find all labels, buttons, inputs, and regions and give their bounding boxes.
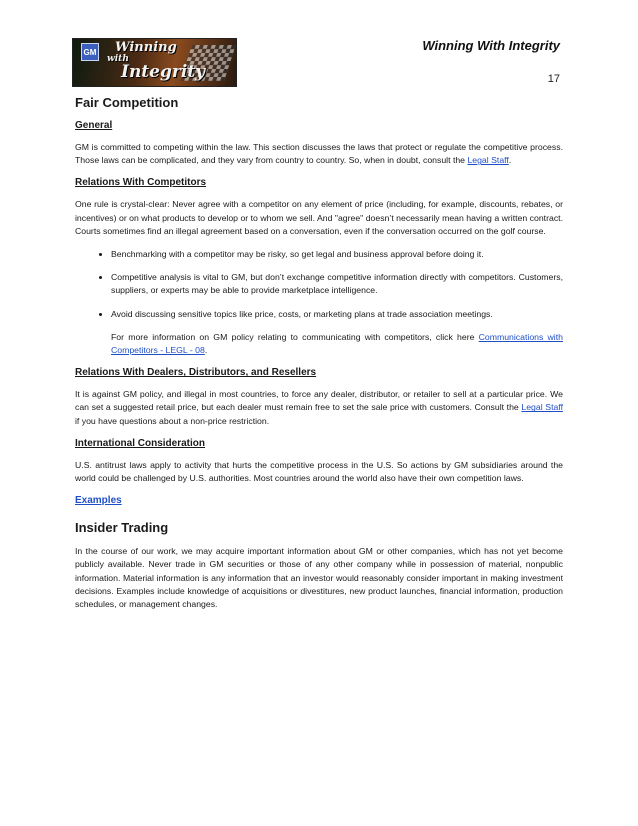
subheading-general: General bbox=[75, 120, 113, 131]
legal-staff-link[interactable]: Legal Staff bbox=[521, 402, 563, 413]
general-paragraph bbox=[75, 141, 563, 167]
page-content bbox=[75, 95, 563, 621]
subheading-relations-with-dealers: Relations With Dealers, Distributors, and Resellers bbox=[75, 367, 317, 379]
subheading-relations-with-competitors: Relations With Competitors bbox=[75, 177, 207, 189]
more-info-text: For more information on GM policy relating to communicating with competitors, click here bbox=[111, 331, 479, 342]
gm-logo-icon: GM bbox=[81, 43, 99, 61]
page-number: 17 bbox=[547, 73, 560, 85]
legal-staff-link[interactable]: Legal Staff bbox=[467, 155, 509, 166]
list-item: • Avoid discussing sensitive topics like price, costs, or marketing plans at trade association meetings. bbox=[111, 308, 563, 321]
header-title: Winning With Integrity bbox=[422, 38, 560, 53]
section-heading-fair-competition: Fair Competition bbox=[75, 95, 179, 110]
winning-with-integrity-logo bbox=[72, 38, 237, 87]
competitors-paragraph: One rule is crystal-clear: Never agree with a competitor on any element of price (including, for example, discounts, rebates, or incentives) or on what products to develop or to whom we sell. And "agree" doesn’t necessarily mean having a written contract. Courts sometimes find an illegal agreement based on a conversation, even if the conversation occurred on the golf course. bbox=[75, 199, 563, 236]
dealers-text-end: if you have questions about a non-price restriction. bbox=[75, 415, 270, 426]
communications-with-competitors-link[interactable]: Communications with Competitors - LEGL - 08 bbox=[111, 331, 563, 356]
logo-word-winning: Winning bbox=[115, 40, 177, 55]
logo-word-with: with bbox=[107, 54, 129, 64]
list-item: • Benchmarking with a competitor may be risky, so get legal and business approval before doing it. bbox=[111, 248, 563, 261]
international-paragraph: U.S. antitrust laws apply to activity that hurts the competitive process in the U.S. So actions by GM subsidiaries around the world could be challenged by U.S. authorities. Most countries around the world also have their own competition laws. bbox=[75, 459, 563, 484]
section-heading-insider-trading: Insider Trading bbox=[75, 520, 169, 536]
logo-word-integrity: Integrity bbox=[121, 62, 206, 82]
examples-link[interactable]: Examples bbox=[75, 495, 122, 507]
list-item: • Competitive analysis is vital to GM, but don’t exchange competitive information directly with competitors. Customers, suppliers, or experts may be able to provide marketplace intelligence. bbox=[111, 271, 563, 297]
subheading-international-consideration: International Consideration bbox=[75, 437, 206, 449]
insider-trading-paragraph: In the course of our work, we may acquire important information about GM or other companies, which has not yet become publicly available. Never trade in GM securities or those of any other company while in possession of material, nonpublic information. Material information is any information that an investor would reasonably consider important in making investment decisions. Examples include knowledge of acquisitions or divestitures, new product launches, financial information, production schedules, or management changes. bbox=[75, 546, 563, 610]
competitors-bullet-list bbox=[75, 248, 563, 321]
general-text: GM is committed to competing within the law. This section discusses the laws that protect or regulate the competitive process. Those laws can be complicated, and they vary from country to country. So, when in doubt, consult the bbox=[75, 142, 563, 166]
more-info-text-end: . bbox=[204, 345, 208, 356]
general-text-end: . bbox=[508, 155, 512, 166]
dealers-text: It is against GM policy, and illegal in most countries, to force any dealer, distributor, or retailer to sell at a particular price. We can set a suggested retail price, but each dealer must remain free to set the sale price with customers. Consult the bbox=[75, 389, 563, 413]
dealers-paragraph bbox=[75, 388, 563, 428]
more-info-paragraph bbox=[75, 331, 563, 357]
